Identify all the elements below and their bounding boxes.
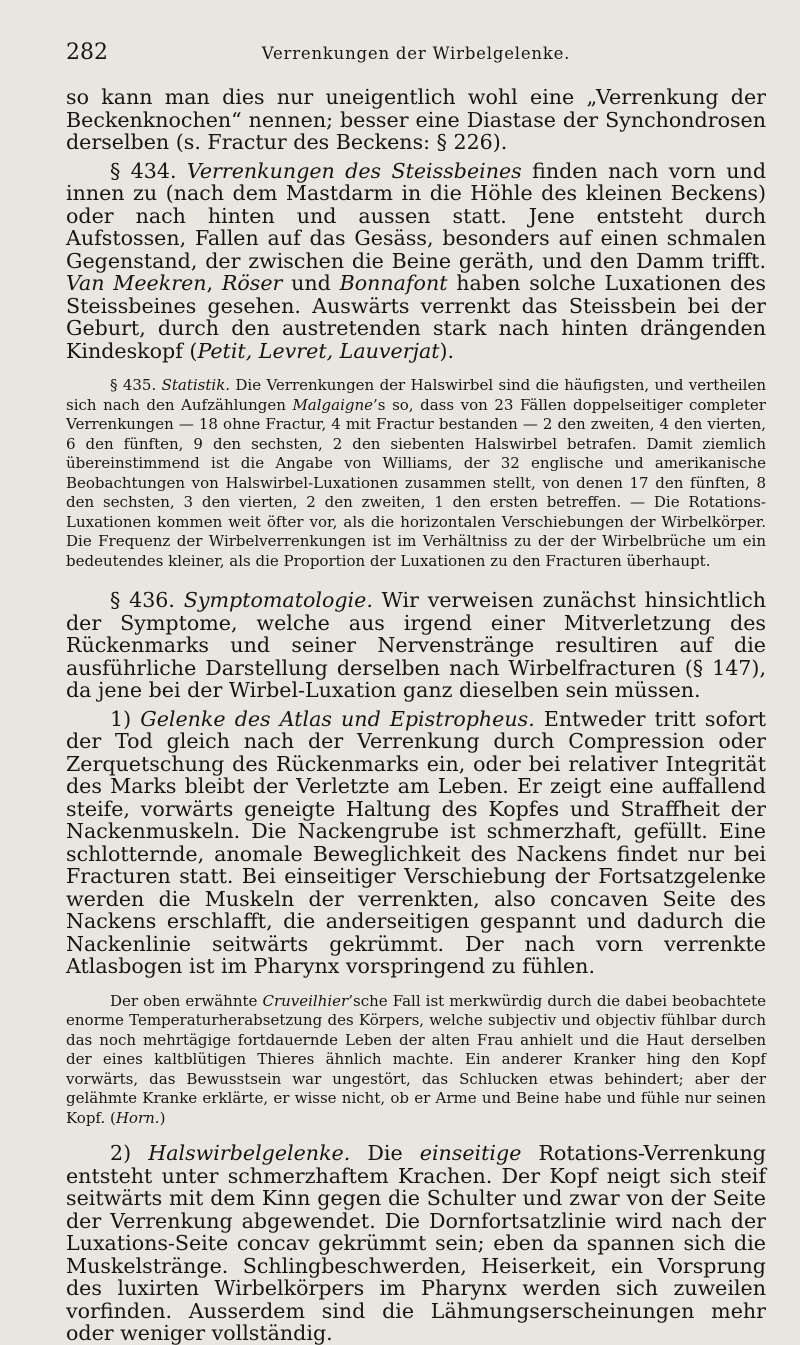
author-name: Cruveilhier (262, 991, 349, 1010)
author-names: Petit, Levret, Lauverjat (197, 338, 440, 363)
subsection-halswirbel: 2) Halswirbelgelenke. Die einseitige Rotations-Verrenkung entsteht unter schmerzhaftem Krachen. Der Kopf neigt sich steif seitwärts mit dem Kinn gegen die Schulter und zwar von der Seite der Verrenkung abgewendet. Die Dornfortsatzlinie wird nach der Luxations-Seite concav gekrümmt sein; eben da spannen sich die Muskelstränge. Schlingbeschwerden, Heiserkeit, ein Vorsprung des luxirten Wirbelkörpers im Pharynx werden sich zuweilen vorfinden. Ausserdem sind die Lähmungserscheinungen mehr oder weniger vollständig. (66, 1141, 766, 1345)
subsection-atlas: 1) Gelenke des Atlas und Epistropheus. Entweder tritt sofort der Tod gleich nach der Verrenkung durch Compression oder Zerquetschung des Rückenmarks ein, oder bei relativer Integrität des Marks bleibt der Verletzte am Leben. Er zeigt eine auffallend steife, vorwärts geneigte Haltung des Kopfes und Straffheit der Nackenmuskeln. Die Nackengrube ist schmerzhaft, gefüllt. Eine schlotternde, anomale Beweglichkeit des Nackens findet nur bei Fracturen statt. Bei einseitiger Verschiebung der Fortsatzgelenke werden die Muskeln der verrenkten, also concaven Seite des Nackens erschlafft, die anderseitigen gespannt und dadurch die Nackenlinie seitwärts gekrümmt. Der nach vorn verrenkte Atlasbogen ist im Pharynx vorspringend zu fühlen. (66, 706, 767, 978)
paragraph-continuation: so kann man dies nur uneigentlich wohl eine „Verrenkung der Beckenknochen“ nennen; besser eine Diastase der Synchondrosen derselben (s. Fractur des Beckens: § 226). (66, 85, 766, 154)
subsection-title: Halswirbelgelenke. (148, 1141, 351, 1165)
section-number: § 434. (110, 158, 177, 183)
running-title: Verrenkungen der Wirbelgelenke. (261, 44, 571, 63)
author-name: Horn. (115, 1108, 160, 1127)
section-title: Statistik. (161, 376, 231, 394)
section-number: § 436. (110, 588, 175, 612)
author-name: Röser (221, 271, 283, 295)
section-434: § 434. Verrenkungen des Steissbeines finden nach vorn und innen zu (nach dem Mastdarm in die Höhle des kleinen Beckens) oder nach hinten und aussen statt. Jene entsteht durch Aufstossen, Fallen auf das Gesäss, besonders auf einen schmalen Gegenstand, der zwischen die Beine geräth, und den Damm trifft. Van Meekren, Röser und Bonnafont haben solche Luxationen des Steissbeines gesehen. Auswärts verrenkt das Steissbein bei der Geburt, durch den austretenden stark nach hinten drängenden Kindeskopf (Petit, Levret, Lauverjat). (66, 158, 766, 363)
case-note: Der oben erwähnte Cruveilhier’sche Fall ist merkwürdig durch die dabei beobachtete enorme Temperaturherabsetzung des Körpers, welche subjectiv und objectiv fühlbar durch das noch mehrtägige fortdauernde Leben der alten Frau anhielt und die Haut derselben der eines kaltblütigen Thieres ähnlich machte. Ein anderer Kranker hing den Kopf vorwärts, das Bewusstsein war ungestört, das Schlucken etwas behindert; aber der gelähmte Kranke erklärte, er wisse nicht, ob er Arme und Beine habe und fühle nur seinen Kopf. (Horn.) (66, 991, 767, 1127)
author-name: Malgaigne (292, 395, 374, 414)
section-title: Verrenkungen des Steissbeines (186, 158, 522, 183)
author-name: Bonnafont (339, 271, 448, 295)
section-number: § 435. (110, 376, 157, 394)
subsection-number: 1) (110, 706, 132, 731)
author-name: Van Meekren (66, 271, 207, 295)
emphasis: einseitige (419, 1141, 522, 1165)
page-header (66, 40, 766, 80)
subsection-number: 2) (110, 1141, 132, 1165)
section-436: § 436. Symptomatologie. Wir verweisen zunächst hinsichtlich der Symptome, welche aus irgend einer Mitverletzung des Rückenmarks und seiner Nervenstränge resultiren auf die ausführliche Darstellung derselben nach Wirbelfracturen (§ 147), da jene bei der Wirbel-Luxation ganz dieselben sein müssen. (66, 588, 766, 702)
subsection-title: Gelenke des Atlas und Epistropheus. (140, 706, 535, 731)
section-title: Symptomatologie. (183, 588, 373, 612)
section-435: § 435. Statistik. Die Verrenkungen der Halswirbel sind die häufigsten, und vertheilen sich nach den Aufzählungen Malgaigne’s so, dass von 23 Fällen doppelseitiger completer Verrenkungen — 18 ohne Fractur, 4 mit Fractur bestanden — 2 den zweiten, 4 den vierten, 6 den fünften, 9 den sechsten, 2 den siebenten Halswirbel betrafen. Damit ziemlich übereinstimmend ist die Angabe von Williams, der 32 englische und amerikanische Beobachtungen von Halswirbel-Luxationen zusammen stellt, von denen 17 den fünften, 8 den sechsten, 3 den vierten, 2 den zweiten, 1 den ersten betreffen. — Die Rotations-Luxationen kommen weit öfter vor, als die horizontalen Verschiebungen der Wirbelkörper. Die Frequenz der Wirbelverrenkungen ist im Verhältniss zu der der Wirbelbrüche um ein bedeutendes kleiner, als die Proportion der Luxationen zu den Fracturen überhaupt. (66, 376, 766, 570)
page-number: 282 (66, 40, 108, 65)
